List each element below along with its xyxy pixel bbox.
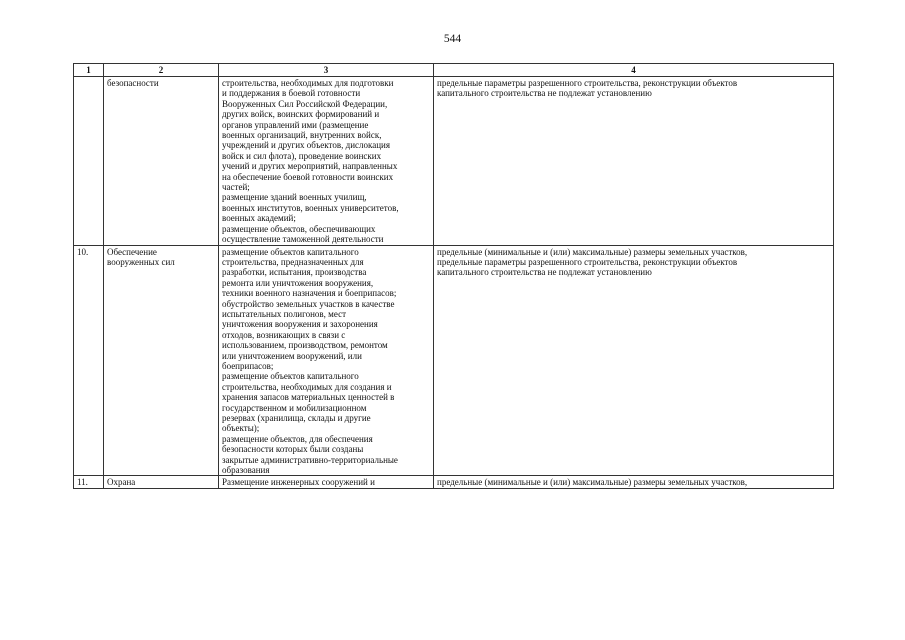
use-description-line: частей; (222, 182, 250, 193)
table-row (74, 77, 834, 246)
use-description-line: строительства, предназначенных для (222, 256, 364, 267)
use-description-line: военных организаций, внутренних войск, (222, 130, 382, 141)
parameters-cell (434, 476, 834, 488)
use-description-line: уничтожения вооружения и захоронения (222, 319, 378, 330)
use-description-line: или уничтожением вооружений, или (222, 350, 362, 361)
row-number-cell (74, 77, 104, 246)
use-name-line: Обеспечение (107, 246, 157, 257)
use-description-line: учений и других мероприятий, направленных (222, 161, 398, 172)
use-description-line: использованием, производством, ремонтом (222, 340, 388, 351)
use-description-line: осуществление таможенной деятельности (222, 234, 384, 245)
use-description-cell (219, 77, 434, 246)
table-row (74, 476, 834, 488)
parameters-line: предельные параметры разрешенного строительства, реконструкции объектов (437, 78, 738, 88)
row-number-cell: 10. (74, 245, 104, 476)
column-header-4: 4 (434, 64, 834, 77)
use-description-line: безопасности которых были созданы (222, 444, 364, 455)
use-description-line: Размещение инженерных сооружений и (222, 477, 375, 488)
use-description-line: техники военного назначения и боеприпасов; (222, 288, 397, 299)
use-description-line: государственном и мобилизационном (222, 402, 367, 413)
use-description-line: ремонта или уничтожения вооружения, (222, 277, 374, 288)
use-description-line: Вооруженных Сил Российской Федерации, (222, 98, 388, 109)
use-description-line: испытательных полигонов, мест (222, 308, 346, 319)
use-description-cell (219, 245, 434, 476)
column-header-3: 3 (219, 64, 434, 77)
use-description-line: размещение объектов капитального (222, 246, 359, 257)
use-description-line: размещение объектов, для обеспечения (222, 433, 373, 444)
use-description-line: войск и сил флота), проведение воинских (222, 150, 382, 161)
use-description-line: размещение зданий военных училищ, (222, 192, 367, 203)
parameters-line: предельные параметры разрешенного строительства, реконструкции объектов (437, 256, 738, 267)
use-description-line: на обеспечение боевой готовности воинских (222, 171, 394, 182)
parameters-line: капитального строительства не подлежат установлению (437, 88, 652, 99)
use-description-cell (219, 476, 434, 488)
use-description-line: резервах (хранилища, склады и другие (222, 413, 371, 423)
use-description-line: боеприпасов; (222, 360, 274, 371)
use-name-cell (104, 77, 219, 246)
use-description-line: военных академий; (222, 213, 296, 224)
parameters-line: предельные (минимальные и (или) максимальные) размеры земельных участков, (437, 246, 748, 257)
table-row (74, 245, 834, 476)
use-name-line: безопасности (107, 78, 159, 88)
use-description-line: размещение объектов капитального (222, 371, 359, 382)
parameters-line: капитального строительства не подлежат установлению (437, 267, 652, 278)
use-description-line: отходов, возникающих в связи с (222, 329, 346, 340)
table-header-row (74, 64, 834, 77)
use-description-line: хранения запасов материальных ценностей в (222, 392, 395, 403)
regulations-table (73, 63, 834, 489)
row-number-cell: 11. (74, 476, 104, 488)
use-name-cell (104, 476, 219, 488)
use-description-line: учреждений и других объектов, дислокация (222, 140, 391, 151)
use-description-line: военных институтов, военных университетов, (222, 202, 399, 213)
use-name-line: Охрана (107, 477, 136, 488)
use-description-line: образования (222, 465, 270, 476)
column-header-1: 1 (74, 64, 104, 77)
use-description-line: размещение объектов, обеспечивающих (222, 223, 376, 234)
parameters-cell (434, 77, 834, 246)
use-description-line: обустройство земельных участков в качестве (222, 298, 395, 309)
parameters-cell (434, 245, 834, 476)
use-description-line: других войск, воинских формирований и (222, 109, 380, 120)
use-name-line: вооруженных сил (107, 256, 175, 267)
column-header-2: 2 (104, 64, 219, 77)
parameters-line: предельные (минимальные и (или) максимальные) размеры земельных участков, (437, 477, 748, 488)
use-description-line: органов управлений ими (размещение (222, 119, 369, 130)
use-description-line: объекты); (222, 423, 260, 434)
use-name-cell (104, 245, 219, 476)
use-description-line: строительства, необходимых для подготовки (222, 78, 394, 88)
use-description-line: закрытые административно-территориальные (222, 454, 398, 465)
use-description-line: строительства, необходимых для создания и (222, 381, 392, 392)
use-description-line: и поддержания в боевой готовности (222, 88, 361, 99)
page-number: 544 (443, 33, 462, 45)
use-description-line: разработки, испытания, производства (222, 267, 367, 278)
